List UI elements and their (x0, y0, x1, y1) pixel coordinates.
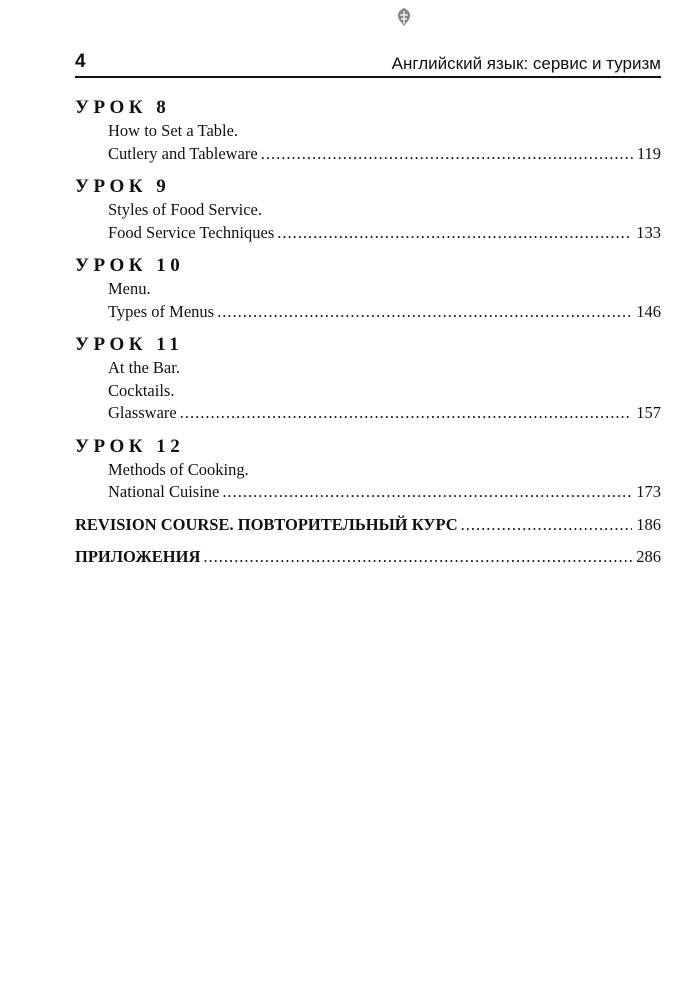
lesson-heading: УРОК 8 (75, 97, 171, 118)
lesson-heading: УРОК 10 (75, 255, 185, 276)
entry-page-number: 119 (636, 143, 661, 163)
toc-section-revision-course[interactable] (75, 514, 661, 536)
ornament-icon (394, 6, 414, 28)
lesson-title-line: Methods of Cooking. (108, 459, 249, 479)
entry-title: Food Service Techniques (108, 222, 275, 242)
page-header (75, 50, 661, 78)
toc-lesson-11 (75, 333, 661, 425)
lesson-title-line: Cocktails. (108, 380, 175, 400)
section-title: ПРИЛОЖЕНИЯ (75, 546, 201, 566)
toc-lesson-10 (75, 254, 661, 323)
entry-title: National Cuisine (108, 482, 220, 501)
leader-dots (203, 546, 632, 568)
entry-title: Cutlery and Tableware (108, 143, 258, 163)
toc-section-appendices[interactable] (75, 546, 661, 568)
entry-page-number: 133 (636, 222, 661, 242)
lesson-heading: УРОК 12 (75, 435, 185, 457)
entry-page-number: 157 (636, 403, 661, 422)
toc-entry[interactable] (75, 402, 661, 425)
table-of-contents (75, 96, 661, 578)
leader-dots (277, 222, 632, 245)
toc-lesson-8 (75, 96, 661, 165)
entry-page-number: 173 (636, 482, 661, 501)
leader-dots (222, 481, 632, 504)
leader-dots (261, 143, 633, 166)
toc-lesson-12 (75, 435, 661, 504)
leader-dots (180, 402, 633, 425)
toc-entry[interactable] (75, 143, 661, 166)
leader-dots (461, 514, 633, 536)
lesson-title-line: Styles of Food Service. (108, 200, 262, 219)
lesson-heading: УРОК 11 (75, 334, 184, 355)
section-title: REVISION COURSE. ПОВТОРИТЕЛЬНЫЙ КУРС (75, 514, 458, 534)
toc-entry[interactable] (75, 301, 661, 324)
lesson-title-line: Menu. (108, 279, 151, 298)
section-page-number: 186 (636, 514, 661, 534)
entry-page-number: 146 (636, 301, 661, 321)
section-page-number: 286 (636, 546, 661, 566)
leader-dots (217, 301, 632, 324)
toc-entry[interactable] (75, 222, 661, 245)
page-number: 4 (75, 51, 86, 72)
running-title: Английский язык: сервис и туризм (391, 54, 661, 73)
toc-lesson-9 (75, 175, 661, 244)
lesson-title-line: At the Bar. (108, 358, 180, 377)
toc-entry[interactable] (75, 481, 661, 504)
lesson-title-line: How to Set a Table. (108, 121, 239, 140)
entry-title: Glassware (108, 403, 177, 422)
entry-title: Types of Menus (108, 301, 215, 321)
lesson-heading: УРОК 9 (75, 176, 171, 197)
